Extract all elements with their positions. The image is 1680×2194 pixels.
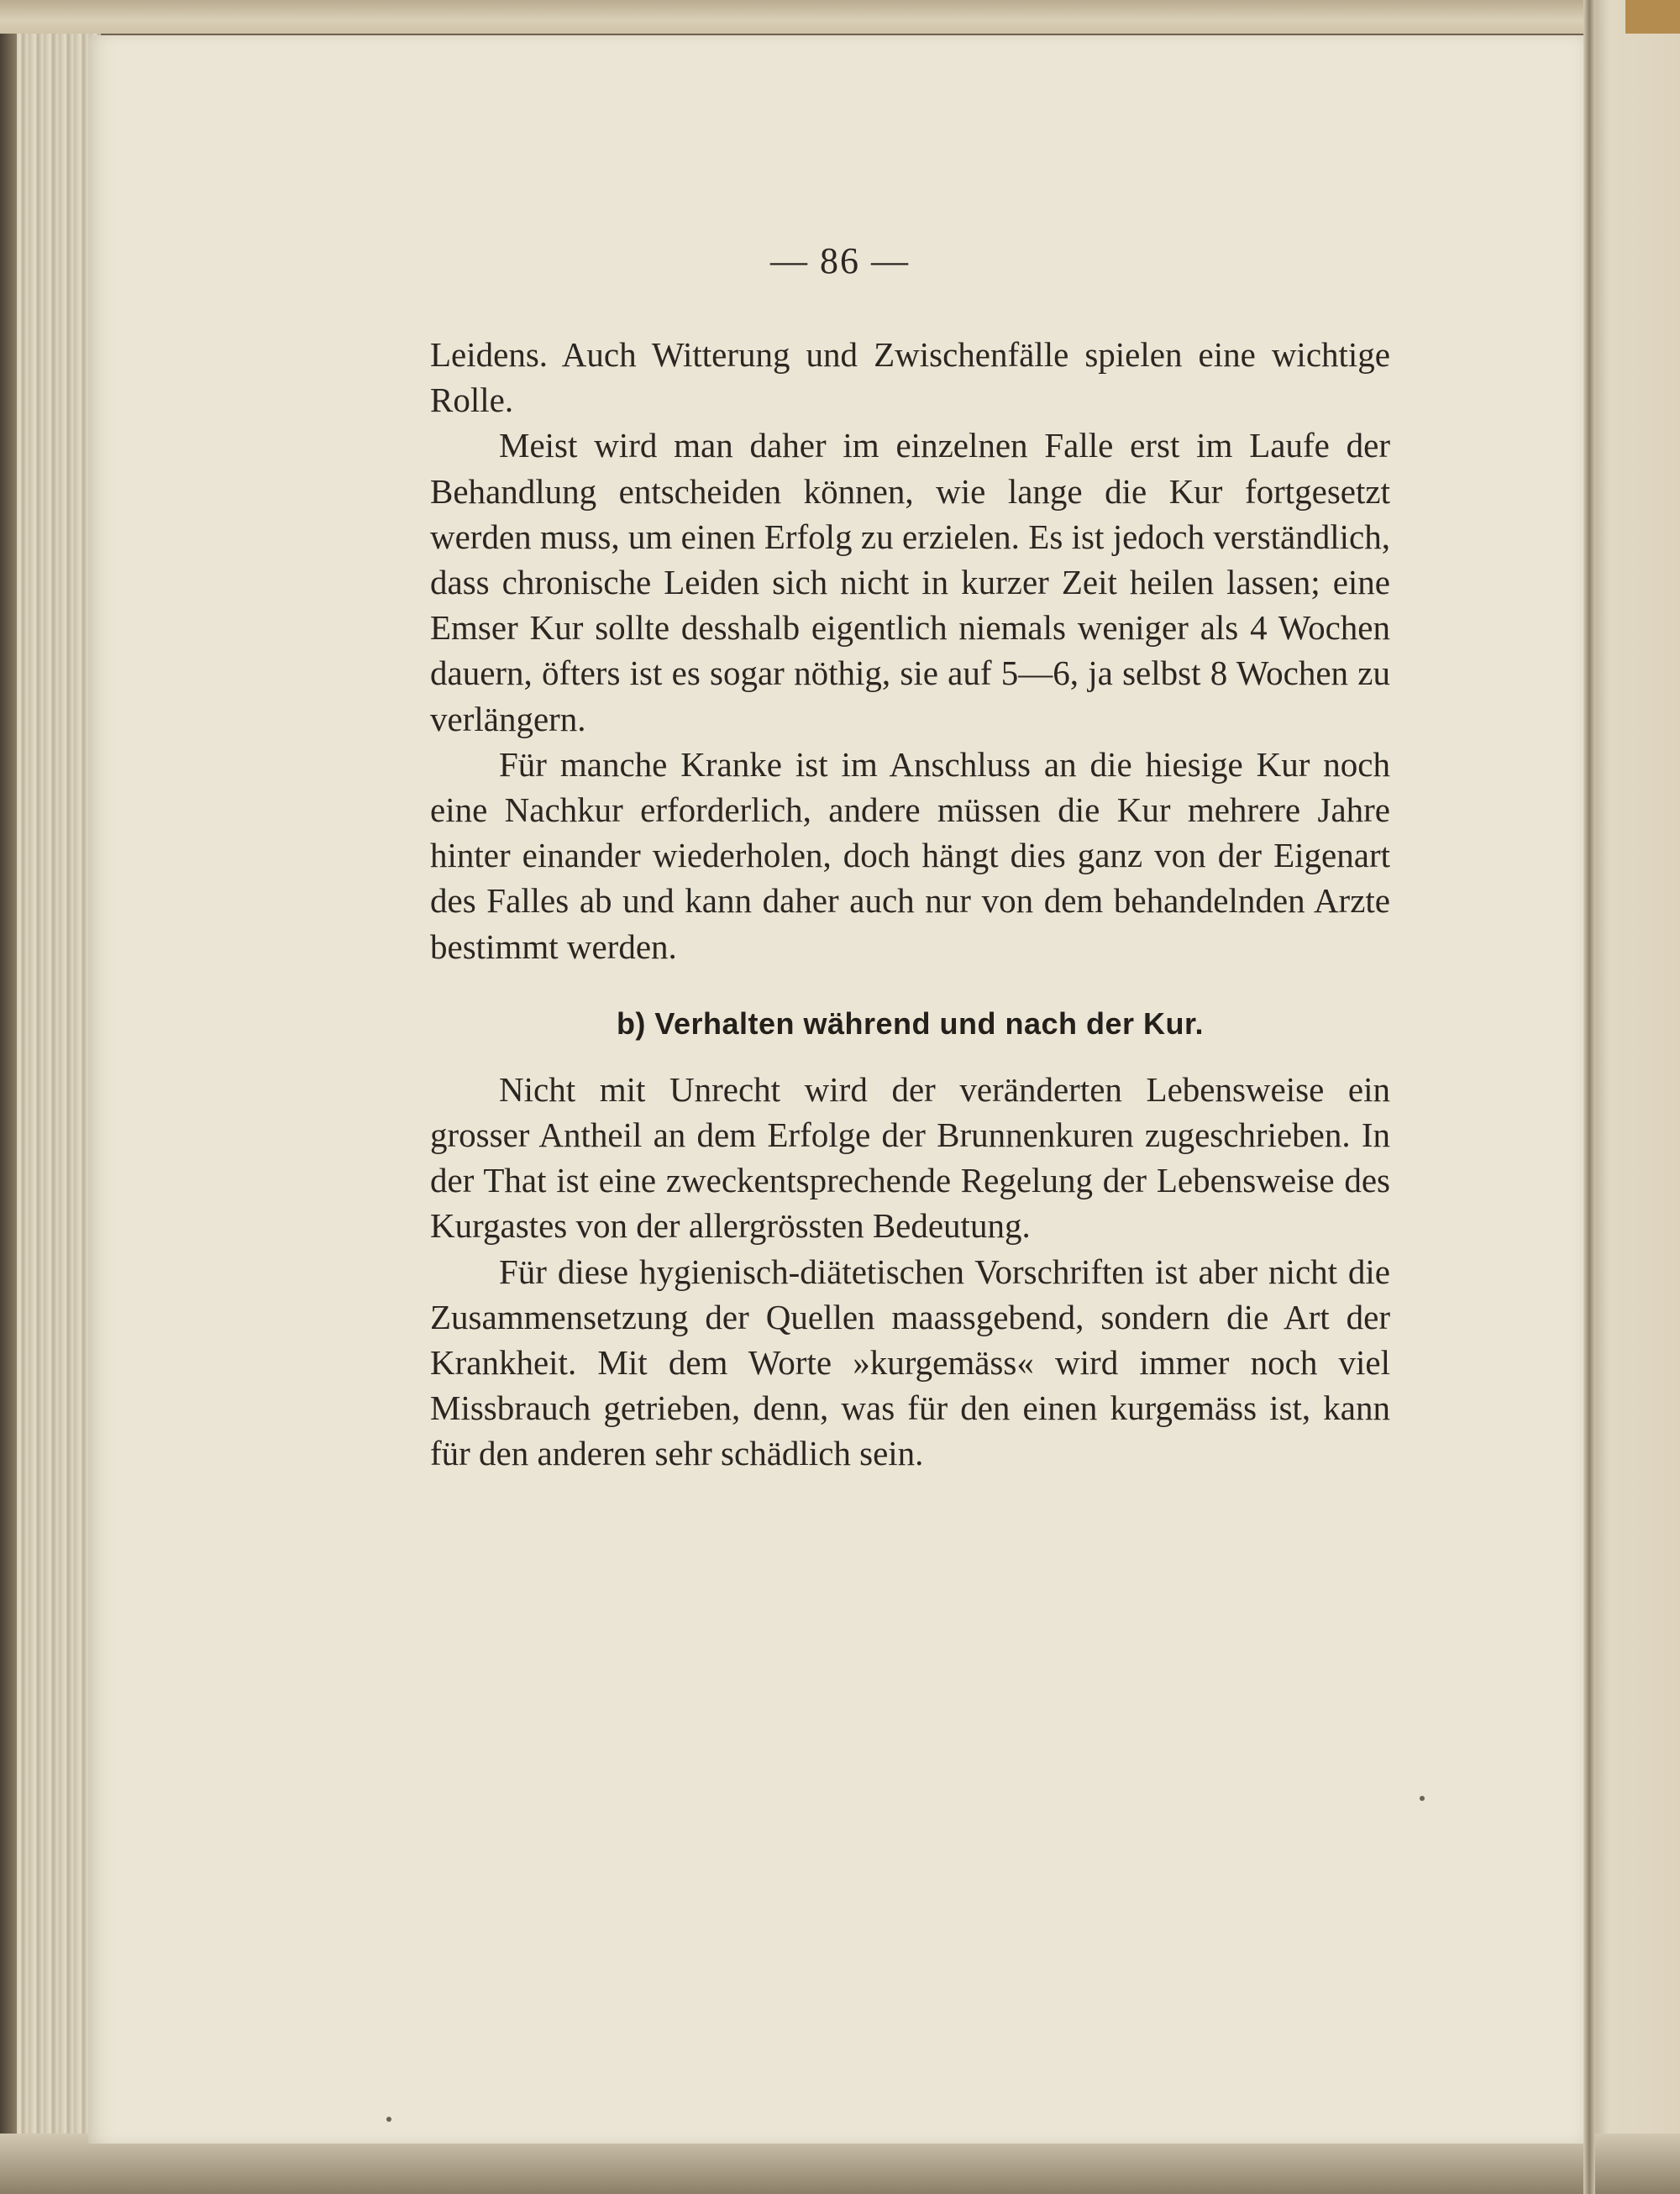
binding-shadow — [0, 0, 17, 2194]
paragraph-2: Meist wird man daher im einzelnen Falle erst im Laufe der Behandlung entscheiden können, wie lange die Kur fortgesetzt werden muss, um einen Erfolg zu erzielen. Es ist jedoch verständlich, dass chronische Leiden sich nicht in kurzer Zeit heilen lassen; eine Emser Kur sollte desshalb eigentlich niemals weniger als 4 Wochen dauern, öfters ist es sogar nöthig, sie auf 5—6, ja selbst 8 Wochen zu verlängern. — [430, 426, 1390, 738]
paragraph-4: Nicht mit Unrecht wird der veränderten Lebensweise ein grosser Antheil an dem Erfolge der Brunnenkuren zugeschrieben. In der That ist eine zweckentsprechende Regelung der Lebensweise des Kurgastes von der allergrössten Bedeutung. — [430, 1069, 1390, 1246]
facing-page-tab — [1625, 0, 1680, 34]
section-heading: b) Verhalten während und nach der Kur. — [616, 1005, 1205, 1041]
facing-page-edge — [1592, 0, 1680, 2194]
paragraph-1: Leidens. Auch Witterung und Zwischenfälle spielen eine wichtige Rolle. — [430, 335, 1390, 420]
page-gutter — [1583, 0, 1595, 2194]
page-number: — 86 — — [770, 240, 910, 281]
paper-speck — [1420, 1796, 1425, 1801]
paragraph-3: Für manche Kranke ist im Anschluss an die hiesige Kur noch eine Nachkur erforderlich, andere müssen die Kur mehrere Jahre hinter einander wiederholen, doch hängt dies ganz von der Eigenart des Falles ab und kann daher auch nur von dem behandelnden Arzte bestimmt werden. — [430, 744, 1390, 966]
page-text — [430, 332, 1390, 1477]
paragraph-5: Für diese hygienisch-diätetischen Vorschriften ist aber nicht die Zusammensetzung der Quellen maassgebend, sondern die Art der Krankheit. Mit dem Worte »kurgemäss« wird immer noch viel Missbrauch getrieben, denn, was für den einen kurgemäss ist, kann für den anderen sehr schädlich sein. — [430, 1252, 1390, 1473]
paper-speck — [386, 2117, 391, 2122]
top-binding-strip — [0, 0, 1680, 34]
